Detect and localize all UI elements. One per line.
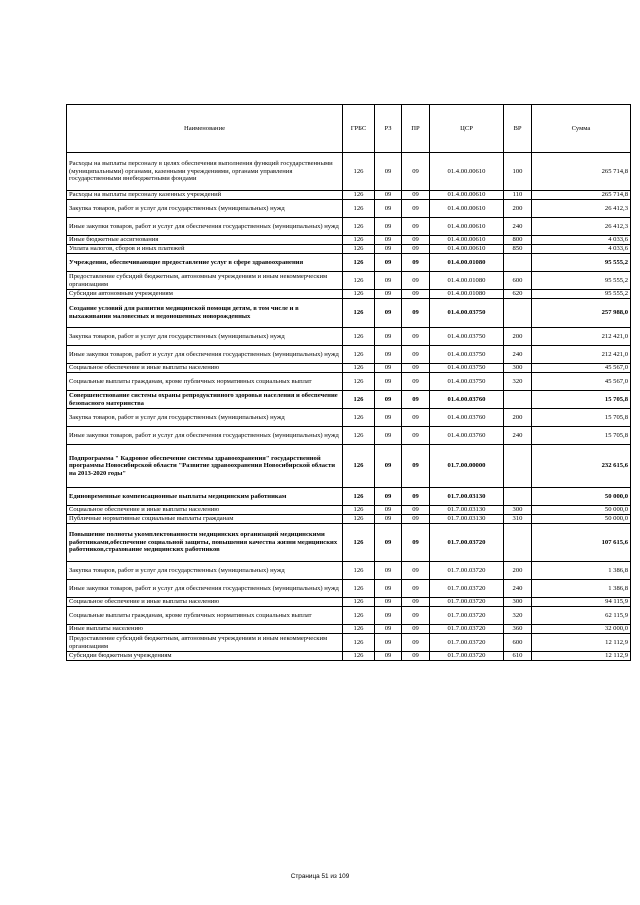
cell-pr: 09 — [402, 290, 430, 299]
cell-pr: 09 — [402, 652, 430, 661]
cell-sum: 95 555,2 — [532, 290, 631, 299]
cell-pr: 09 — [402, 328, 430, 346]
cell-sum: 232 615,6 — [532, 445, 631, 488]
cell-name: Иные закупки товаров, работ и услуг для обеспечения государственных (муниципальных) нужд — [67, 580, 343, 598]
table-row — [67, 254, 631, 272]
cell-vr: 200 — [504, 328, 532, 346]
cell-sum: 50 000,0 — [532, 515, 631, 524]
cell-name: Уплата налогов, сборов и иных платежей — [67, 245, 343, 254]
table-row — [67, 580, 631, 598]
cell-sum: 45 567,0 — [532, 364, 631, 373]
cell-name: Расходы на выплаты персоналу казенных учреждений — [67, 191, 343, 200]
table-row — [67, 515, 631, 524]
table-row — [67, 634, 631, 652]
cell-grbs: 126 — [343, 346, 375, 364]
cell-name: Иные закупки товаров, работ и услуг для обеспечения государственных (муниципальных) нужд — [67, 427, 343, 445]
cell-vr: 300 — [504, 364, 532, 373]
cell-rz: 09 — [375, 272, 402, 290]
cell-name: Предоставление субсидий бюджетным, автономным учреждениям и иным некоммерческим организациям — [67, 272, 343, 290]
cell-vr: 110 — [504, 191, 532, 200]
cell-vr — [504, 445, 532, 488]
cell-name: Расходы на выплаты персоналу в целях обеспечения выполнения функций государственными (муниципальными) органами, казенными учреждениями, органами управления государственными внебюджетными фондами — [67, 153, 343, 191]
cell-sum: 212 421,0 — [532, 328, 631, 346]
header-grbs: ГРБС — [343, 105, 375, 153]
cell-rz: 09 — [375, 524, 402, 562]
table-row — [67, 598, 631, 607]
cell-rz: 09 — [375, 153, 402, 191]
cell-csr: 01.4.00.00610 — [430, 218, 504, 236]
cell-name: Закупка товаров, работ и услуг для государственных (муниципальных) нужд — [67, 409, 343, 427]
table-row — [67, 607, 631, 625]
cell-name: Субсидии автономным учреждениям — [67, 290, 343, 299]
cell-vr: 310 — [504, 515, 532, 524]
cell-rz: 09 — [375, 218, 402, 236]
cell-csr: 01.7.00.00000 — [430, 445, 504, 488]
table-row — [67, 445, 631, 488]
cell-rz: 09 — [375, 191, 402, 200]
cell-pr: 09 — [402, 236, 430, 245]
cell-name: Подпрограмма " Кадровое обеспечение системы здравоохранения" государственной программы Новосибирской области "Развитие здравоохранения Новосибирской области на 2013-2020 годы" — [67, 445, 343, 488]
cell-name: Иные закупки товаров, работ и услуг для обеспечения государственных (муниципальных) нужд — [67, 346, 343, 364]
cell-pr: 09 — [402, 200, 430, 218]
cell-csr: 01.4.00.03750 — [430, 364, 504, 373]
cell-rz: 09 — [375, 328, 402, 346]
table-row — [67, 236, 631, 245]
cell-rz: 09 — [375, 391, 402, 409]
cell-rz: 09 — [375, 652, 402, 661]
cell-vr — [504, 391, 532, 409]
cell-rz: 09 — [375, 254, 402, 272]
header-csr: ЦСР — [430, 105, 504, 153]
cell-csr: 01.7.00.03130 — [430, 515, 504, 524]
cell-csr: 01.4.00.03750 — [430, 299, 504, 328]
cell-vr: 200 — [504, 200, 532, 218]
cell-rz: 09 — [375, 598, 402, 607]
cell-rz: 09 — [375, 625, 402, 634]
table-row — [67, 562, 631, 580]
cell-name: Социальные выплаты гражданам, кроме публичных нормативных социальных выплат — [67, 607, 343, 625]
cell-sum: 50 000,0 — [532, 506, 631, 515]
cell-vr: 850 — [504, 245, 532, 254]
cell-csr: 01.7.00.03720 — [430, 607, 504, 625]
cell-csr: 01.4.00.03760 — [430, 391, 504, 409]
cell-csr: 01.7.00.03130 — [430, 488, 504, 506]
cell-sum: 95 555,2 — [532, 254, 631, 272]
cell-pr: 09 — [402, 409, 430, 427]
cell-vr: 610 — [504, 652, 532, 661]
cell-csr: 01.4.00.01080 — [430, 272, 504, 290]
cell-pr: 09 — [402, 391, 430, 409]
cell-vr: 240 — [504, 580, 532, 598]
table-row — [67, 346, 631, 364]
cell-grbs: 126 — [343, 625, 375, 634]
cell-csr: 01.4.00.00610 — [430, 236, 504, 245]
cell-csr: 01.4.00.03760 — [430, 427, 504, 445]
cell-grbs: 126 — [343, 364, 375, 373]
cell-pr: 09 — [402, 515, 430, 524]
table-header-row — [67, 105, 631, 153]
table-row — [67, 364, 631, 373]
cell-vr — [504, 254, 532, 272]
cell-grbs: 126 — [343, 506, 375, 515]
cell-vr: 200 — [504, 562, 532, 580]
cell-pr: 09 — [402, 506, 430, 515]
cell-name: Социальное обеспечение и иные выплаты населению — [67, 506, 343, 515]
cell-grbs: 126 — [343, 488, 375, 506]
table-row — [67, 191, 631, 200]
cell-sum: 45 567,0 — [532, 373, 631, 391]
cell-rz: 09 — [375, 290, 402, 299]
table-row — [67, 272, 631, 290]
cell-pr: 09 — [402, 218, 430, 236]
cell-name: Иные бюджетные ассигнования — [67, 236, 343, 245]
cell-rz: 09 — [375, 409, 402, 427]
cell-name: Единовременные компенсационные выплаты медицинским работникам — [67, 488, 343, 506]
cell-vr — [504, 299, 532, 328]
cell-grbs: 126 — [343, 580, 375, 598]
cell-grbs: 126 — [343, 634, 375, 652]
cell-name: Социальные выплаты гражданам, кроме публичных нормативных социальных выплат — [67, 373, 343, 391]
cell-vr — [504, 488, 532, 506]
cell-name: Учреждения, обеспечивающие предоставление услуг в сфере здравоохранения — [67, 254, 343, 272]
cell-pr: 09 — [402, 299, 430, 328]
cell-csr: 01.4.00.00610 — [430, 191, 504, 200]
table-row — [67, 652, 631, 661]
cell-pr: 09 — [402, 625, 430, 634]
cell-sum: 26 412,3 — [532, 218, 631, 236]
cell-vr: 300 — [504, 506, 532, 515]
cell-vr: 600 — [504, 272, 532, 290]
cell-csr: 01.7.00.03720 — [430, 524, 504, 562]
cell-name: Социальное обеспечение и иные выплаты населению — [67, 598, 343, 607]
cell-rz: 09 — [375, 580, 402, 598]
table-row — [67, 200, 631, 218]
header-rz: РЗ — [375, 105, 402, 153]
cell-pr: 09 — [402, 488, 430, 506]
cell-vr — [504, 524, 532, 562]
cell-sum: 12 112,9 — [532, 634, 631, 652]
cell-pr: 09 — [402, 272, 430, 290]
cell-rz: 09 — [375, 562, 402, 580]
cell-vr: 320 — [504, 373, 532, 391]
cell-csr: 01.4.00.00610 — [430, 200, 504, 218]
cell-vr: 200 — [504, 409, 532, 427]
cell-sum: 12 112,9 — [532, 652, 631, 661]
cell-grbs: 126 — [343, 236, 375, 245]
cell-sum: 95 555,2 — [532, 272, 631, 290]
cell-sum: 15 705,8 — [532, 409, 631, 427]
cell-name: Публичные нормативные социальные выплаты гражданам — [67, 515, 343, 524]
cell-vr: 800 — [504, 236, 532, 245]
cell-sum: 107 615,6 — [532, 524, 631, 562]
cell-sum: 212 421,0 — [532, 346, 631, 364]
cell-vr: 240 — [504, 346, 532, 364]
cell-vr: 100 — [504, 153, 532, 191]
cell-name: Закупка товаров, работ и услуг для государственных (муниципальных) нужд — [67, 200, 343, 218]
cell-pr: 09 — [402, 607, 430, 625]
cell-rz: 09 — [375, 506, 402, 515]
cell-grbs: 126 — [343, 272, 375, 290]
cell-vr: 320 — [504, 607, 532, 625]
cell-rz: 09 — [375, 364, 402, 373]
cell-grbs: 126 — [343, 373, 375, 391]
cell-sum: 4 033,6 — [532, 245, 631, 254]
budget-table — [66, 104, 631, 661]
cell-rz: 09 — [375, 607, 402, 625]
page-number: Страница 51 из 109 — [290, 873, 350, 880]
cell-name: Создание условий для развития медицинской помощи детям, в том числе и в выхаживании маловесных и недоношенных новорожденных — [67, 299, 343, 328]
table-row — [67, 427, 631, 445]
cell-vr: 360 — [504, 625, 532, 634]
table-row — [67, 373, 631, 391]
cell-grbs: 126 — [343, 218, 375, 236]
cell-pr: 09 — [402, 427, 430, 445]
cell-csr: 01.4.00.03750 — [430, 346, 504, 364]
cell-name: Иные закупки товаров, работ и услуг для обеспечения государственных (муниципальных) нужд — [67, 218, 343, 236]
cell-grbs: 126 — [343, 245, 375, 254]
cell-pr: 09 — [402, 445, 430, 488]
cell-pr: 09 — [402, 580, 430, 598]
cell-name: Иные выплаты населению — [67, 625, 343, 634]
table-row — [67, 488, 631, 506]
cell-pr: 09 — [402, 254, 430, 272]
cell-sum: 50 000,0 — [532, 488, 631, 506]
table-row — [67, 625, 631, 634]
cell-grbs: 126 — [343, 515, 375, 524]
cell-csr: 01.7.00.03130 — [430, 506, 504, 515]
table-row — [67, 328, 631, 346]
table-row — [67, 290, 631, 299]
cell-grbs: 126 — [343, 328, 375, 346]
cell-rz: 09 — [375, 515, 402, 524]
cell-grbs: 126 — [343, 191, 375, 200]
cell-rz: 09 — [375, 427, 402, 445]
table-row — [67, 299, 631, 328]
table-body — [67, 153, 631, 661]
cell-name: Повышение полноты укомплектованности медицинских организаций медицинскими работниками,обеспечение социальной защиты, повышения качества жизни медицинских работников,страхование медицинских работников — [67, 524, 343, 562]
table-row — [67, 524, 631, 562]
header-vr: ВР — [504, 105, 532, 153]
cell-pr: 09 — [402, 191, 430, 200]
cell-pr: 09 — [402, 346, 430, 364]
cell-csr: 01.4.00.00610 — [430, 153, 504, 191]
cell-grbs: 126 — [343, 562, 375, 580]
cell-grbs: 126 — [343, 299, 375, 328]
cell-vr: 240 — [504, 218, 532, 236]
cell-vr: 300 — [504, 598, 532, 607]
cell-rz: 09 — [375, 445, 402, 488]
cell-csr: 01.7.00.03720 — [430, 580, 504, 598]
cell-pr: 09 — [402, 364, 430, 373]
cell-sum: 1 386,8 — [532, 562, 631, 580]
cell-sum: 15 705,8 — [532, 427, 631, 445]
table-row — [67, 409, 631, 427]
cell-sum: 265 714,8 — [532, 153, 631, 191]
cell-grbs: 126 — [343, 524, 375, 562]
cell-pr: 09 — [402, 598, 430, 607]
header-pr: ПР — [402, 105, 430, 153]
cell-rz: 09 — [375, 488, 402, 506]
table-row — [67, 391, 631, 409]
cell-rz: 09 — [375, 245, 402, 254]
cell-name: Закупка товаров, работ и услуг для государственных (муниципальных) нужд — [67, 562, 343, 580]
cell-name: Закупка товаров, работ и услуг для государственных (муниципальных) нужд — [67, 328, 343, 346]
cell-csr: 01.7.00.03720 — [430, 598, 504, 607]
cell-csr: 01.7.00.03720 — [430, 652, 504, 661]
cell-sum: 32 000,0 — [532, 625, 631, 634]
cell-csr: 01.4.00.03750 — [430, 328, 504, 346]
table-row — [67, 245, 631, 254]
cell-vr: 620 — [504, 290, 532, 299]
cell-csr: 01.7.00.03720 — [430, 625, 504, 634]
cell-csr: 01.4.00.01080 — [430, 290, 504, 299]
cell-sum: 257 988,0 — [532, 299, 631, 328]
cell-sum: 62 115,9 — [532, 607, 631, 625]
cell-grbs: 126 — [343, 391, 375, 409]
cell-name: Совершенствование системы охраны репродуктивного здоровья населения и обеспечение безопасного материнства — [67, 391, 343, 409]
table-row — [67, 218, 631, 236]
cell-grbs: 126 — [343, 652, 375, 661]
cell-rz: 09 — [375, 634, 402, 652]
cell-name: Субсидии бюджетным учреждениям — [67, 652, 343, 661]
cell-sum: 26 412,3 — [532, 200, 631, 218]
cell-sum: 1 386,8 — [532, 580, 631, 598]
header-sum: Сумма — [532, 105, 631, 153]
cell-csr: 01.4.00.03750 — [430, 373, 504, 391]
cell-csr: 01.4.00.01080 — [430, 254, 504, 272]
cell-pr: 09 — [402, 153, 430, 191]
cell-pr: 09 — [402, 245, 430, 254]
cell-sum: 265 714,8 — [532, 191, 631, 200]
cell-csr: 01.4.00.03760 — [430, 409, 504, 427]
table-row — [67, 153, 631, 191]
cell-rz: 09 — [375, 236, 402, 245]
cell-pr: 09 — [402, 562, 430, 580]
cell-pr: 09 — [402, 373, 430, 391]
table-row — [67, 506, 631, 515]
cell-rz: 09 — [375, 346, 402, 364]
cell-grbs: 126 — [343, 427, 375, 445]
cell-name: Социальное обеспечение и иные выплаты населению — [67, 364, 343, 373]
cell-vr: 600 — [504, 634, 532, 652]
cell-pr: 09 — [402, 634, 430, 652]
cell-grbs: 126 — [343, 445, 375, 488]
cell-sum: 94 115,9 — [532, 598, 631, 607]
cell-csr: 01.7.00.03720 — [430, 562, 504, 580]
cell-csr: 01.7.00.03720 — [430, 634, 504, 652]
cell-grbs: 126 — [343, 290, 375, 299]
cell-sum: 15 705,8 — [532, 391, 631, 409]
cell-rz: 09 — [375, 373, 402, 391]
cell-grbs: 126 — [343, 153, 375, 191]
cell-sum: 4 033,6 — [532, 236, 631, 245]
header-name: Наименование — [67, 105, 343, 153]
cell-pr: 09 — [402, 524, 430, 562]
cell-grbs: 126 — [343, 200, 375, 218]
cell-csr: 01.4.00.00610 — [430, 245, 504, 254]
cell-name: Предоставление субсидий бюджетным, автономным учреждениям и иным некоммерческим организациям — [67, 634, 343, 652]
cell-grbs: 126 — [343, 409, 375, 427]
cell-grbs: 126 — [343, 254, 375, 272]
cell-grbs: 126 — [343, 598, 375, 607]
cell-grbs: 126 — [343, 607, 375, 625]
cell-vr: 240 — [504, 427, 532, 445]
cell-rz: 09 — [375, 299, 402, 328]
cell-rz: 09 — [375, 200, 402, 218]
